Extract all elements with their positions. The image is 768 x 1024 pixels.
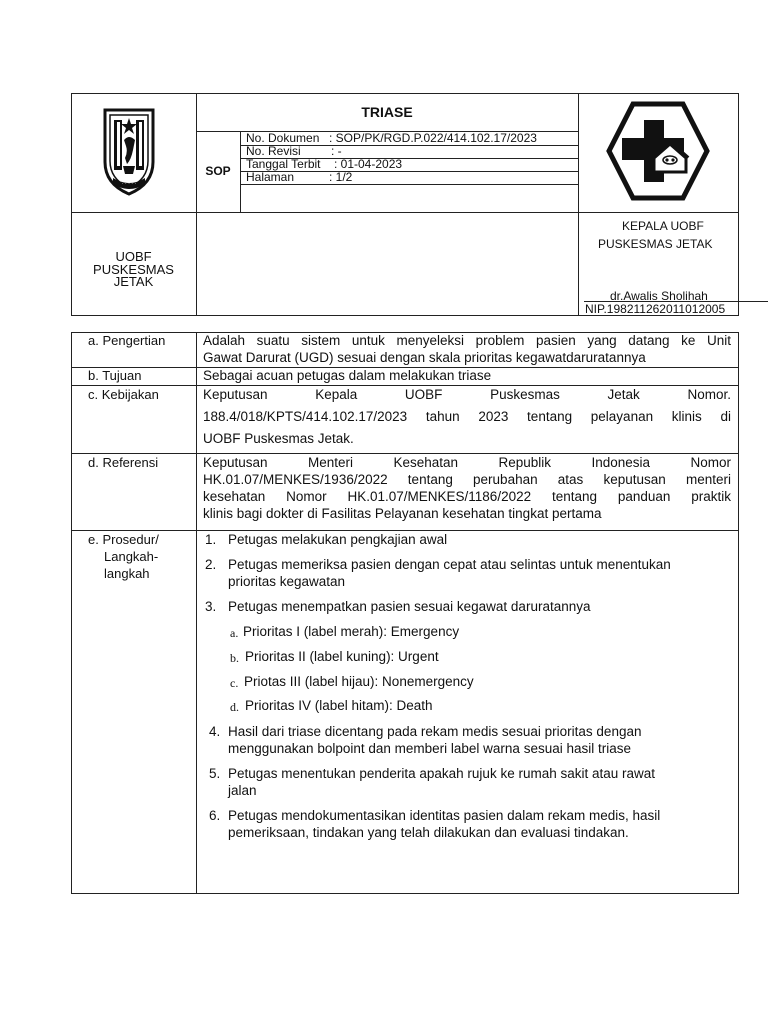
substep-letter: a. (230, 626, 239, 640)
regency-coat-of-arms-icon (97, 104, 161, 198)
step-text: Hasil dari triase dicentang pada rekam medis sesuai prioritas dengan (228, 724, 642, 739)
pengertian-text: Adalah suatu sistem untuk menyeleksi problem pasien yang datang ke Unit (203, 333, 731, 348)
meta-value: : - (331, 144, 342, 158)
referensi-text: kesehatan Nomor HK.01.07/MENKES/1186/2022 tentang panduan praktik (203, 489, 731, 504)
referensi-text: klinis bagi dokter di Fasilitas Pelayanan kesehatan tingkat pertama (203, 506, 602, 521)
puskesmas-hexagon-cross-icon (606, 100, 710, 202)
step-text: menggunakan bolpoint dan memberi label warna sesuai hasil triase (228, 741, 631, 756)
step-number: 1. (205, 532, 217, 547)
step-text: pemeriksaan, tindakan yang telah dilakukan dan evaluasi tindakan. (228, 825, 629, 840)
pengertian-text: Gawat Darurat (UGD) sesuai dengan skala prioritas kegawatdaruratannya (203, 350, 646, 365)
head-title: PUSKESMAS JETAK (598, 237, 713, 251)
section-label-tujuan: b. Tujuan (88, 368, 142, 383)
substep-letter: b. (230, 651, 239, 665)
org-line: PUSKESMAS (93, 262, 174, 277)
svg-text:. . . . .: . . . . . (121, 180, 137, 186)
referensi-text: Keputusan Menteri Kesehatan Republik Indonesia Nomor (203, 455, 731, 470)
step-text: prioritas kegawatan (228, 574, 346, 589)
section-label-prosedur: Langkah- (104, 549, 159, 564)
meta-value: : 01-04-2023 (334, 157, 403, 171)
substep-letter: c. (230, 676, 239, 690)
substep-text: Priotas III (label hijau): Nonemergency (244, 674, 474, 689)
document-title: TRIASE (361, 104, 413, 120)
referensi-text: HK.01.07/MENKES/1936/2022 tentang perubahan atas keputusan menteri (203, 472, 731, 487)
step-number: 3. (205, 599, 217, 614)
step-number: 2. (205, 557, 217, 572)
kebijakan-text: 188.4/018/KPTS/414.102.17/2023 tahun 2023 tentang pelayanan klinis di (203, 409, 731, 424)
head-nip: NIP.198211262011012005 (585, 302, 726, 316)
meta-label: Halaman (246, 170, 295, 184)
meta-label: No. Revisi (246, 144, 301, 158)
section-label-prosedur: langkah (104, 566, 150, 581)
meta-value: : 1/2 (329, 170, 353, 184)
step-text: Petugas melakukan pengkajian awal (228, 532, 448, 547)
step-text: jalan (228, 783, 257, 798)
step-text: Petugas memeriksa pasien dengan cepat atau selintas untuk menentukan (228, 557, 671, 572)
substep-text: Prioritas II (label kuning): Urgent (245, 649, 439, 664)
step-text: Petugas menentukan penderita apakah rujuk ke rumah sakit atau rawat (228, 766, 656, 781)
step-number: 6. (209, 808, 221, 823)
section-label-prosedur: e. Prosedur/ (88, 532, 159, 547)
substep-text: Prioritas IV (label hitam): Death (245, 698, 433, 713)
head-name: dr.Awalis Sholihah (610, 289, 708, 303)
kebijakan-text: UOBF Puskesmas Jetak. (203, 431, 354, 446)
step-text: Petugas mendokumentasikan identitas pasien dalam rekam medis, hasil (228, 808, 661, 823)
meta-label: Tanggal Terbit (246, 157, 321, 171)
head-title: KEPALA UOBF (622, 219, 704, 233)
section-label-kebijakan: c. Kebijakan (88, 387, 159, 402)
org-line: UOBF (115, 249, 152, 264)
meta-value: : SOP/PK/RGD.P.022/414.102.17/2023 (329, 131, 537, 145)
substep-letter: d. (230, 700, 239, 714)
step-number: 4. (209, 724, 221, 739)
tujuan-text: Sebagai acuan petugas dalam melakukan triase (203, 368, 492, 383)
substep-text: Prioritas I (label merah): Emergency (243, 624, 460, 639)
step-text: Petugas menempatkan pasien sesuai kegawat daruratannya (228, 599, 591, 614)
step-number: 5. (209, 766, 221, 781)
section-label-pengertian: a. Pengertian (88, 333, 166, 348)
section-label-referensi: d. Referensi (88, 455, 159, 470)
sop-label: SOP (205, 164, 231, 178)
meta-label: No. Dokumen (246, 131, 320, 145)
org-line: JETAK (113, 274, 154, 289)
kebijakan-text: Keputusan Kepala UOBF Puskesmas Jetak Nomor. (203, 387, 731, 402)
